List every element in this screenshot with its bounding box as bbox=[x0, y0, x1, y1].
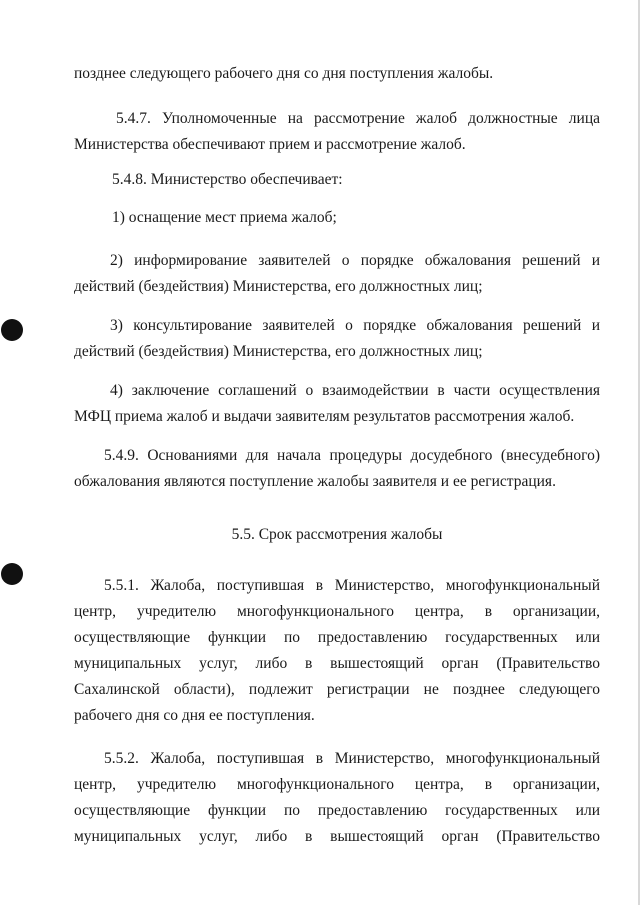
section-heading: 5.5. Срок рассмотрения жалобы bbox=[231, 526, 443, 543]
paragraph: 5.4.9. Основаниями для начала процедуры досудебного (внесудебного) обжалования являются поступление жалобы заявителя и ее регистрация. bbox=[74, 447, 600, 490]
paragraph: 5.5.1. Жалоба, поступившая в Министерство, многофункциональный центр, учредителю многофункционального центра, в организации, осуществляющие функции по предоставлению государственных или муниципальных услуг, либо в вышестоящий орган (Правительство Сахалинской области), подлежит регистрации не позднее следующего рабочего дня со дня ее поступления. bbox=[74, 577, 600, 724]
paragraph: 5.4.7. Уполномоченные на рассмотрение жалоб должностные лица Министерства обеспечивают прием и рассмотрение жалоб. bbox=[74, 110, 600, 153]
punch-hole bbox=[1, 319, 23, 341]
paragraph: 5.5.2. Жалоба, поступившая в Министерство, многофункциональный центр, учредителю многофункционального центра, в организации, осуществляющие функции по предоставлению государственных или муниципальных услуг, либо в вышестоящий орган (Правительство bbox=[74, 750, 600, 845]
punch-hole bbox=[1, 563, 23, 585]
list-item: 2) информирование заявителей о порядке обжалования решений и действий (бездействия) Министерства, его должностных лиц; bbox=[74, 252, 600, 295]
list-item: 1) оснащение мест приема жалоб; bbox=[112, 209, 337, 226]
paragraph: 5.4.8. Министерство обеспечивает: bbox=[112, 171, 343, 188]
list-item: 3) консультирование заявителей о порядке обжалования решений и действий (бездействия) Министерства, его должностных лиц; bbox=[74, 317, 600, 360]
list-item: 4) заключение соглашений о взаимодействии в части осуществления МФЦ приема жалоб и выдачи заявителям результатов рассмотрения жалоб. bbox=[74, 382, 600, 425]
paragraph: позднее следующего рабочего дня со дня поступления жалобы. bbox=[74, 65, 494, 82]
